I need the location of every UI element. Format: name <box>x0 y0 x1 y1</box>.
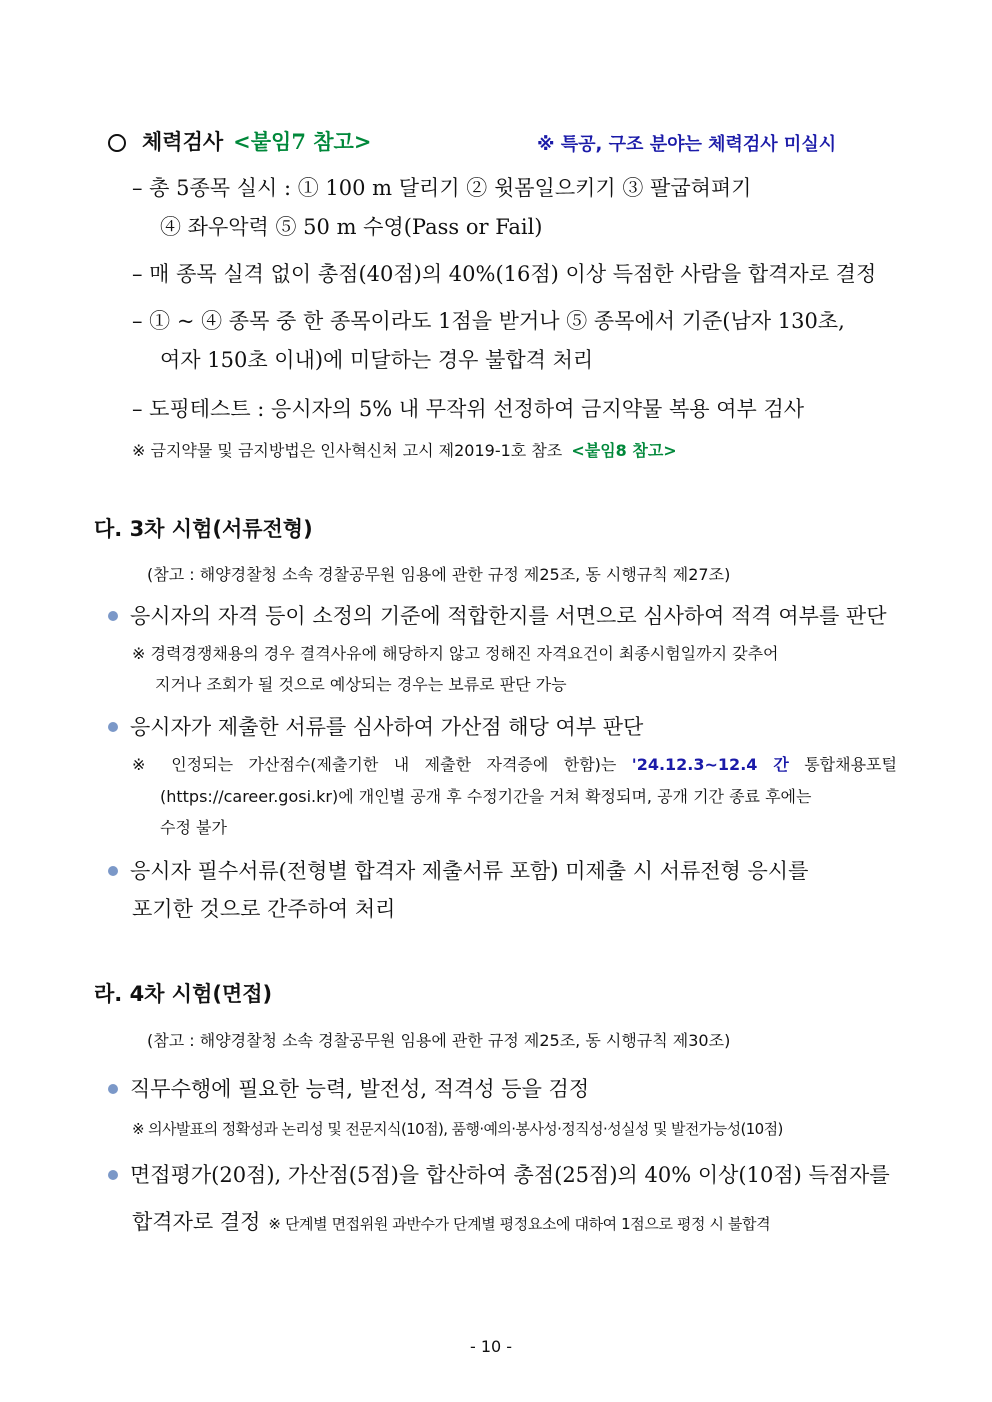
physical-test-title: 체력검사 <box>142 129 224 154</box>
physical-item-3: – ① ~ ④ 종목 중 한 종목이라도 1점을 받거나 ⑤ 종목에서 기준(남자 130초, <box>132 309 845 333</box>
bullet-dot-icon <box>108 1170 118 1180</box>
section-da-note-2-line-3: 수정 불가 <box>160 818 227 837</box>
physical-item-1: – 총 5종목 실시 : ① 100 m 달리기 ② 윗몸일으키기 ③ 팔굽혀펴기 <box>132 176 752 200</box>
physical-item-2: – 매 종목 실격 없이 총점(40점)의 40%(16점) 이상 득점한 사람을 합격자로 결정 <box>132 262 877 286</box>
physical-item-1-cont: ④ 좌우악력 ⑤ 50 m 수영(Pass or Fail) <box>160 215 543 239</box>
section-da-bullet-3 <box>108 855 808 885</box>
section-ra-reference: (참고 : 해양경찰청 소속 경찰공무원 임용에 관한 규정 제25조, 동 시행규칙 제30조) <box>147 1031 731 1050</box>
section-da-reference: (참고 : 해양경찰청 소속 경찰공무원 임용에 관한 규정 제25조, 동 시행규칙 제27조) <box>147 565 731 584</box>
section-da-note-2-date: '24.12.3~12.4 간 <box>631 755 789 774</box>
physical-test-ref: <붙임7 참고> <box>233 129 372 154</box>
section-ra-bullet-2 <box>108 1159 890 1189</box>
section-da-note-2-line-1 <box>132 752 897 775</box>
section-ra-bullet-2-line-2-main: 합격자로 결정 <box>132 1210 261 1234</box>
section-ra-bullet-1-text: 직무수행에 필요한 능력, 발전성, 적격성 등을 검정 <box>130 1077 590 1101</box>
section-da-note-2-line-2: (https://career.gosi.kr)에 개인별 공개 후 수정기간을 거쳐 확정되며, 공개 기간 종료 후에는 <box>160 787 812 806</box>
doping-note-ref: <붙임8 참고> <box>571 441 677 460</box>
section-da-bullet-2 <box>108 711 643 741</box>
bullet-dot-icon <box>108 722 118 732</box>
section-da-note-1-line-2: 지거나 조회가 될 것으로 예상되는 경우는 보류로 판단 가능 <box>155 675 567 694</box>
section-da-note-2-suffix: 통합채용포털 <box>804 755 897 774</box>
physical-test-title-row <box>108 126 371 156</box>
physical-item-3-cont: 여자 150초 이내)에 미달하는 경우 불합격 처리 <box>160 348 594 372</box>
section-ra-bullet-2-line-2-note: ※ 단계별 면접위원 과반수가 단계별 평정요소에 대하여 1점으로 평정 시 불합격 <box>268 1215 771 1233</box>
section-da-bullet-1 <box>108 600 886 630</box>
bullet-dot-icon <box>108 1084 118 1094</box>
bullet-dot-icon <box>108 611 118 621</box>
doping-note <box>132 438 677 461</box>
hollow-circle-icon <box>108 134 126 152</box>
bullet-dot-icon <box>108 866 118 876</box>
section-ra-note-1: ※ 의사발표의 정확성과 논리성 및 전문지식(10점), 품행·예의·봉사성·정직성·성실성 및 발전가능성(10점) <box>132 1120 783 1138</box>
section-da-bullet-1-text: 응시자의 자격 등이 소정의 기준에 적합한지를 서면으로 심사하여 적격 여부를 판단 <box>130 604 887 628</box>
section-da-note-2-prefix: ※ 인정되는 가산점수(제출기한 내 제출한 자격증에 한함)는 <box>132 755 617 774</box>
page-number: - 10 - <box>470 1337 513 1356</box>
section-ra-bullet-1 <box>108 1073 589 1103</box>
section-da-bullet-2-text: 응시자가 제출한 서류를 심사하여 가산점 해당 여부 판단 <box>130 715 644 739</box>
section-da-note-1-line-1: ※ 경력경쟁채용의 경우 결격사유에 해당하지 않고 정해진 자격요건이 최종시험일까지 갖추어 <box>132 644 779 663</box>
section-ra-bullet-2-line-1: 면접평가(20점), 가산점(5점)을 합산하여 총점(25점)의 40% 이상(10점) 득점자를 <box>130 1163 890 1187</box>
section-da-heading: 다. 3차 시험(서류전형) <box>94 517 313 541</box>
physical-item-4: – 도핑테스트 : 응시자의 5% 내 무작위 선정하여 금지약물 복용 여부 검사 <box>132 397 805 421</box>
section-ra-bullet-2-line-2 <box>132 1206 770 1236</box>
section-da-bullet-3-line-1: 응시자 필수서류(전형별 합격자 제출서류 포함) 미제출 시 서류전형 응시를 <box>130 859 809 883</box>
section-da-bullet-3-line-2: 포기한 것으로 간주하여 처리 <box>132 897 396 921</box>
section-ra-heading: 라. 4차 시험(면접) <box>94 982 273 1006</box>
doping-note-text: ※ 금지약물 및 금지방법은 인사혁신처 고시 제2019-1호 참조 <box>132 441 563 460</box>
physical-test-exemption-note: ※ 특공, 구조 분야는 체력검사 미실시 <box>537 134 837 155</box>
